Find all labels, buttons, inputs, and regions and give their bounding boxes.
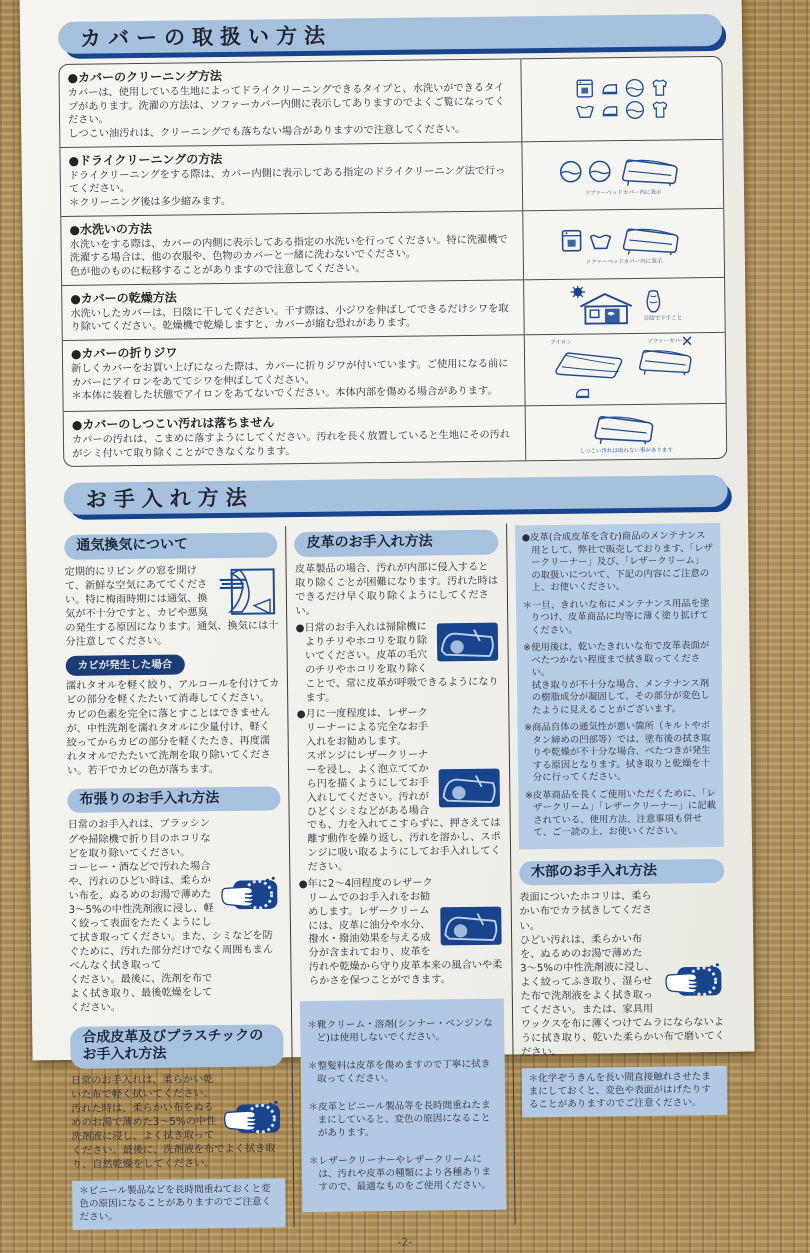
section-title: カバーの取扱い方法: [79, 23, 333, 51]
document-page: [19, 0, 754, 1249]
leather-care-heading: 皮革のお手入れ方法: [294, 530, 498, 557]
maintenance-intro: ●皮革(合成皮革を含む)商品のメンテナンス用として、弊社で販売しております、「レザークリーナー」及び、「レザークリーム」の取扱いについて、下記の内容にご注意の上、お使いください。: [521, 530, 713, 594]
table-row-water-wash: [61, 208, 724, 285]
house-shade-drying-icon: [566, 284, 639, 329]
synthetic-care-note: ＊ビニール製品などを長時間重ねておくと変色の原因になることがありますのでご注意ください。: [72, 1178, 286, 1229]
icon-caption: ソファーベッドカバー内に表示: [585, 258, 663, 266]
cream-sofa-photo-icon: [438, 906, 502, 947]
mold-case-badge: カビが発生した場合: [66, 655, 185, 676]
leather-intro: 皮革製品の場合、汚れが内部に侵入すると取り除くことが困難になります。汚れた時はできるだけ早く取り除くようにしてください。: [294, 561, 499, 618]
row-body: カバーの汚れは、こまめに落すようにしてください。汚れを長く放置していると生地にその汚れがシミ付いて取り除くことができなくなります。: [71, 429, 511, 460]
x-mark-icon: ✕: [680, 332, 694, 351]
row-heading: ●水洗いの方法: [69, 221, 152, 237]
row-body: 水洗いをする際は、カバーの内側に表示してある指定の水洗いを行ってください。特に洗濯機で洗濯する場合は、他の衣服や、色物のカバーと一緒に洗わないでください。 色が他のものに転移することがありますので注意してください。: [69, 234, 508, 278]
icon-caption: 日陰で干すこと: [643, 315, 683, 322]
flat-cover-icon: [550, 345, 628, 384]
row-heading: ●ドライクリーニングの方法: [68, 151, 223, 168]
hand-wash-tub-icon: [588, 228, 612, 252]
column-middle: [285, 524, 515, 1227]
sweater-icon: [649, 77, 669, 97]
ventilation-heading: 通気換気について: [64, 533, 278, 560]
sofa-icon: [589, 410, 663, 447]
row-body: カバーは、使用している生地によってドライクリーニングできるタイプと、水洗いができるタイプがあります。洗濯の方法は、ソファーカバー内側に表示してありますのでよくご覧になってください。 しつこい油汚れは、クリーニングでも落ちない場合がありますので注意してください。: [67, 82, 505, 140]
washing-machine-icon: [559, 228, 583, 252]
row-body: 水洗いしたカバーは、日陰に干してください。干す際は、小ジワを伸ばしてできるだけシワを取り除いてください。乾燥機で乾燥しますと、カバーが縮む恐れがあります。: [70, 303, 509, 334]
leather-notes-box: [300, 999, 506, 1213]
leather-note: ＊レザークリーナーやレザークリームには、汚れや皮革の種類により各種ありますので、最適なものをご使用ください。: [309, 1153, 492, 1194]
section-title: お手入れ方法: [85, 486, 254, 513]
row-heading: ●カバーの乾燥方法: [70, 290, 177, 306]
table-row-cleaning: [59, 57, 722, 147]
wiping-hand-icon: [663, 961, 726, 1004]
table-row-stubborn-stains: [64, 403, 727, 466]
leather-note: ＊皮革とビニール製品等を長時間重ねたままにしていると、変色の原因になることがあります。: [308, 1099, 491, 1139]
icon-label-iron: アイロン: [550, 339, 572, 347]
fabric-care-heading: 布張りのお手入れ方法: [67, 786, 281, 813]
fabric-care-body: 日常のお手入れは、ブラッシングや掃除機で折り目のホコリなどを取り除いてください。 コーヒー・酒などで汚れた場合や、汚れのひどい時は、柔らかい布を、ぬるめのお湯で薄めた3〜5%の中性洗剤液に浸し、軽く絞って表面をたたくようにして拭き取ってください。また、シミなどを防ぐために、汚れた部分だけでなく周囲もまんべんなく拭き取って ください。最後に、洗剤を布で よく拭き取り、最後乾燥をして ください。: [67, 818, 274, 1015]
row-heading: ●カバーの折りジワ: [70, 345, 178, 361]
hanging-cover-icon: [643, 289, 663, 315]
icon-label-sofa-cover: ソファーカバー: [647, 338, 686, 345]
icon-caption: ソファーベッドカバー内に表示: [584, 189, 662, 197]
leather-bullet: ●日常のお手入れは掃除機によりチリやホコリを取り除いてください。皮革の毛穴のチリやホコリを取り除くことで、常に皮革が呼吸できるようになります。: [295, 621, 499, 704]
maintenance-note: ※商品自体の通気性が悪い箇所（キルトやボタン締めの凹部等）では、塗布後の拭き取りや乾燥が不十分な場合、べたつきが発生する原因となります。拭き取りと乾燥を十分に行ってください。: [524, 720, 711, 784]
maintenance-notice-box: [515, 523, 724, 849]
leather-note: ＊靴クリーム・溶剤(シンナー・ベンジンなど)は使用しないでください。: [307, 1017, 493, 1044]
iron-icon: [599, 100, 619, 120]
leather-note: ＊整髪料は皮革を傷めますので丁寧に拭き取ってください。: [307, 1058, 491, 1085]
vacuum-sofa-photo-icon: [435, 622, 499, 663]
section-header-cover-handling: [58, 14, 722, 54]
row-body: ドライクリーニングをする際は、カバー内側に表示してある指定のドライクリーニング法で行ってください。 ＊クリーニング後は多少縮みます。: [68, 165, 506, 209]
row-heading: ●カバーのクリーニング方法: [67, 68, 222, 85]
wiping-hand-icon: [220, 875, 283, 918]
hand-wash-tub-icon: [574, 100, 594, 120]
cover-handling-table: [58, 56, 727, 467]
maintenance-note: ＊一旦、きれいな布にメンテナンス用品を塗りつけ、皮革商品に均等に薄く塗り拡げてください。: [522, 597, 710, 637]
sofa-icon: [617, 222, 687, 257]
iron-icon: [599, 78, 619, 98]
maintenance-note: ※皮革商品を長くご使用いただくために、「レザークリーム」「レザークリーナー」に記載されている、使用方法、注意事項も併せて、ご一読の上、お使いください。: [524, 787, 717, 839]
page-number: -2-: [397, 1235, 413, 1249]
synthetic-care-heading: 合成皮革及びプラスチックのお手入れ方法: [70, 1024, 284, 1069]
icon-caption: しつこい汚れは取れない事があります: [579, 447, 673, 455]
table-row-drying: [62, 277, 725, 340]
row-body: 新しくカバーをお買い上げになった際は、カバーに折りジワが付いています。ご使用になる前にカバーにアイロンをあててシワを伸ばしてください。 ＊本体に装着した状態でアイロンをあてないでください。本体内部を傷める場合があります。: [71, 358, 509, 403]
dry-clean-circle-icon: [559, 159, 583, 183]
leather-bullet: ●月に一度程度は、レザークリーナーによる完全なお手入れをお勧めします。 スポンジにレザークリーナーを浸し、よく泡立ててから円を描くようにしてお手入れしてください。汚れがひどくシミなどがある場合でも、力を入れてこすらずに、押さえては離す動作を繰り返し、汚れを溶かし、スポンジに吸い取るようにしてお手入れしてください。: [296, 707, 501, 874]
column-left: [64, 527, 294, 1230]
sponge-sofa-photo-icon: [437, 768, 501, 809]
table-row-dry-cleaning: [60, 139, 723, 216]
leather-bullet: ●年に2〜4回程度のレザークリームでのお手入れをお勧めします。レザークリームには、皮革に油分や水分、撥水・撥油効果を与える成分が含まれており、皮革を汚れや乾燥から守り皮革本来の風合いや柔らかさを保つことができます。: [298, 877, 503, 988]
sofa-icon: [617, 153, 687, 188]
wiping-hand-icon: [222, 1098, 285, 1141]
ventilation-body: 定期的にリビングの窓を開けて、新鮮な空気にあててください。特に梅雨時期には通気、換気が不十分ですと、カビや悪臭の発生する原因になります。通気、換気には十分注意してください。: [64, 565, 279, 649]
wood-care-heading: 木部のお手入れ方法: [519, 859, 725, 886]
dry-clean-circle-icon: [624, 100, 644, 120]
dry-clean-circle-icon: [624, 78, 644, 98]
section-header-care: [64, 475, 728, 515]
maintenance-note: ※使用後は、乾いたきれいな布で皮革表面がべたつかない程度まで拭き取ってください。 拭き取りが不十分な場合、メンテナンス剤の樹脂成分が凝固して、その部分が変色したように見えることがございます。: [523, 640, 710, 717]
washing-machine-icon: [574, 78, 594, 98]
synthetic-care-body: 日常のお手入れは、柔らかい乾いた布で軽く拭いてください。汚れた時は、柔らかい布をぬるめのお湯で薄めた3〜5%の中性洗剤液に浸し、よく拭き取ってください。最後に、洗剤液を布でよく拭き取り、自然乾燥をしてください。: [70, 1073, 276, 1171]
wood-care-body: 表面についたホコリは、柔らかい布でカラ拭きしてください。 ひどい汚れは、柔らかい布を、ぬるめのお湯で薄めた3〜5%の中性洗剤液に浸し、よく絞ってふき取り、湿らせた布で洗剤液をよく拭き取ってください。または、家具用ワックスを布に薄くつけてムラにならないように拭き取り、乾いた柔らかい布で磨いてください。: [519, 891, 725, 1059]
mold-body: 濡れタオルを軽く絞り、アルコールを付けてカビの部分を軽くたたいて消毒してください。カビの色素を完全に落とすことはできませんが、中性洗剤を濡れタオルに少量付け、軽く絞ってからカビの部分を軽くたたき、再度濡れタオルでたたいて洗剤を取り除いてください。若干でカビの色が落ちます。: [65, 678, 280, 777]
row-heading: ●カバーのしつこい汚れは落ちません: [71, 415, 275, 432]
table-row-fold-wrinkles: [63, 332, 726, 411]
window-curtain-icon: [218, 565, 279, 618]
sweater-icon: [649, 99, 669, 119]
wood-care-note: ＊化学ぞうきんを長い間直接触れさせたままにしておくと、変色や表面がはげたりすることがありますのでご注意ください。: [521, 1066, 727, 1117]
iron-icon: [573, 384, 591, 402]
column-right: [507, 521, 737, 1224]
care-columns: [64, 521, 737, 1230]
dry-clean-circle-icon: [588, 159, 612, 183]
